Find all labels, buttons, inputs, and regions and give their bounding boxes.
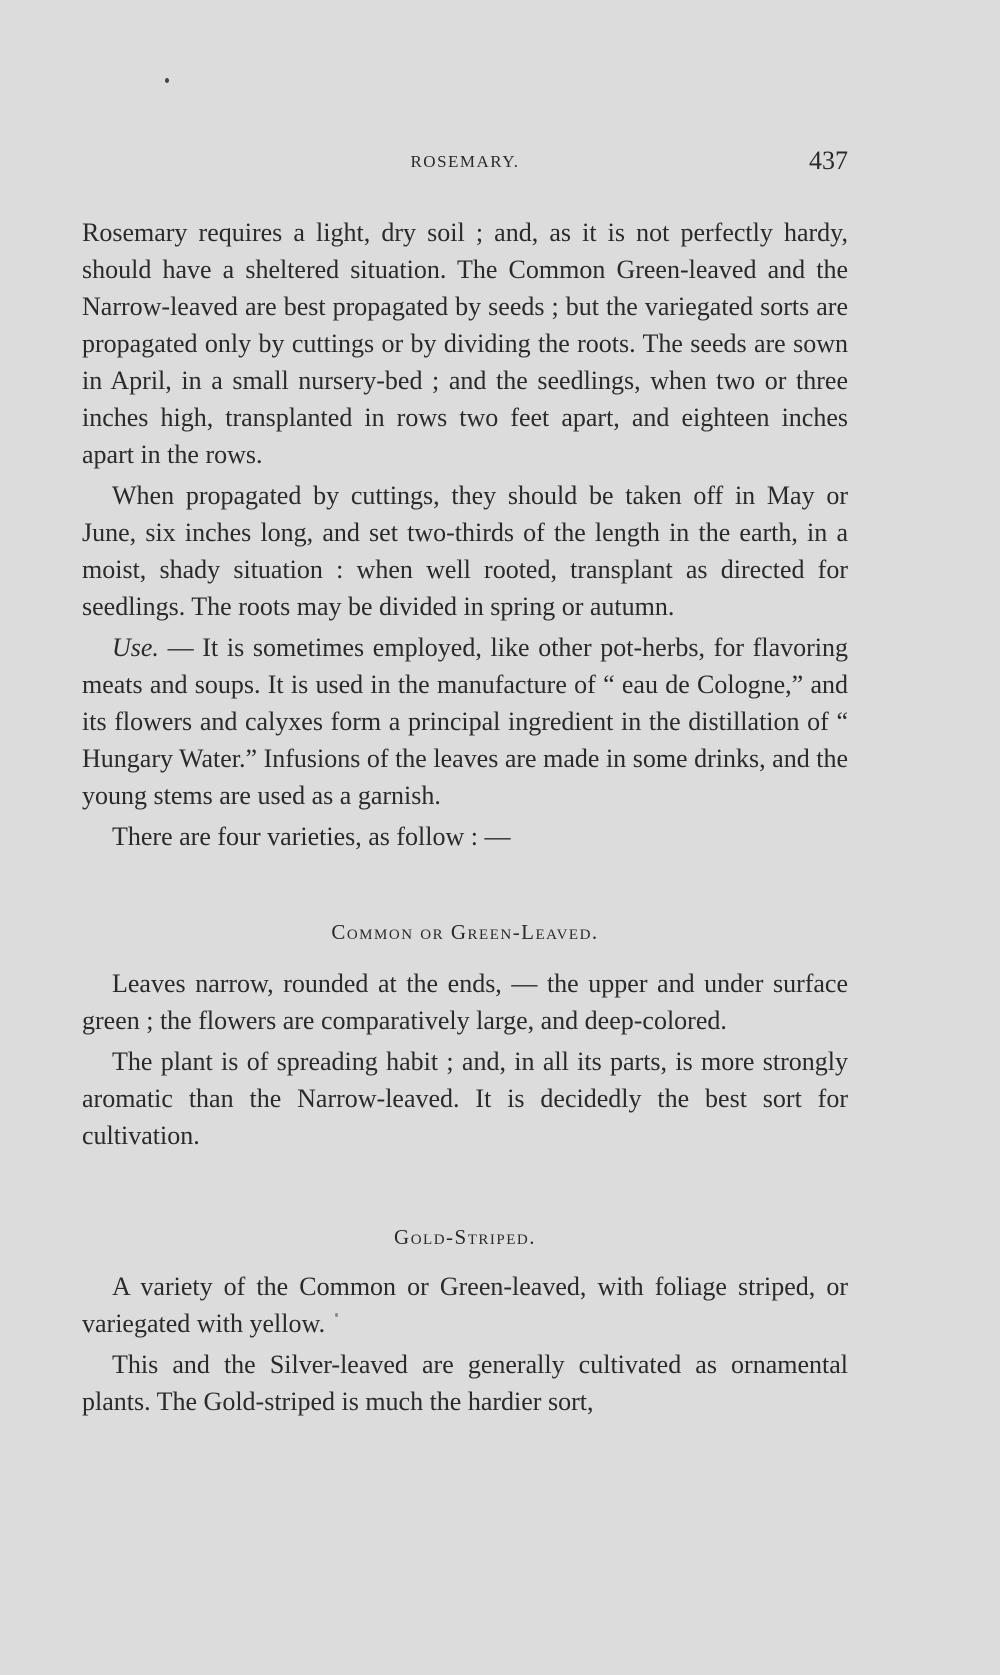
paragraph-cuttings: When propagated by cuttings, they should be taken off in May or June, six inches long, and set two-thirds of the length in the earth, in a moist, shady situation : when well rooted, transplant as directed for seedlings. The roots may be divided in spring or autumn. xyxy=(82,481,848,621)
running-title: ROSEMARY. xyxy=(410,152,520,171)
paragraph-use xyxy=(82,629,848,814)
ink-speck xyxy=(335,1313,338,1317)
paragraph-gold-variety: A variety of the Common or Green-leaved, with foliage striped, or variegated with yellow. xyxy=(82,1272,848,1338)
paragraph-varieties: There are four varieties, as follow : — xyxy=(112,822,511,851)
heading-gold-striped: Gold-Striped. xyxy=(394,1225,536,1249)
use-label: Use. xyxy=(112,633,159,662)
page-number: 437 xyxy=(809,146,848,175)
paragraph-common-leaves: Leaves narrow, rounded at the ends, — the upper and under surface green ; the flowers are comparatively large, and deep-colored. xyxy=(82,969,848,1035)
paragraph-propagation: Rosemary requires a light, dry soil ; and, as it is not perfectly hardy, should have a sheltered situation. The Common Green-leaved and the Narrow-leaved are best propagated by seeds ; but the variegated sorts are propagated only by cuttings or by dividing the roots. The seeds are sown in April, in a small nursery-bed ; and the seedlings, when two or three inches high, transplanted in rows two feet apart, and eighteen inches apart in the rows. xyxy=(82,218,848,469)
paragraph-common-habit: The plant is of spreading habit ; and, in all its parts, is more strongly aromatic than the Narrow-leaved. It is decidedly the best sort for cultivation. xyxy=(82,1047,848,1150)
ink-speck xyxy=(165,78,169,83)
heading-common-green-leaved: Common or Green-Leaved. xyxy=(331,920,599,944)
use-text: — It is sometimes employed, like other pot-herbs, for flavoring meats and soups. It is used in the manufacture of “ eau de Cologne,” and its flowers and calyxes form a principal ingredient in the distillation of “ Hungary Water.” Infusions of the leaves are made in some drinks, and the young stems are used as a garnish. xyxy=(82,633,848,810)
running-head xyxy=(82,146,848,176)
body-text xyxy=(82,214,848,1420)
paragraph-gold-ornamental: This and the Silver-leaved are generally cultivated as ornamental plants. The Gold-striped is much the hardier sort, xyxy=(82,1350,848,1416)
